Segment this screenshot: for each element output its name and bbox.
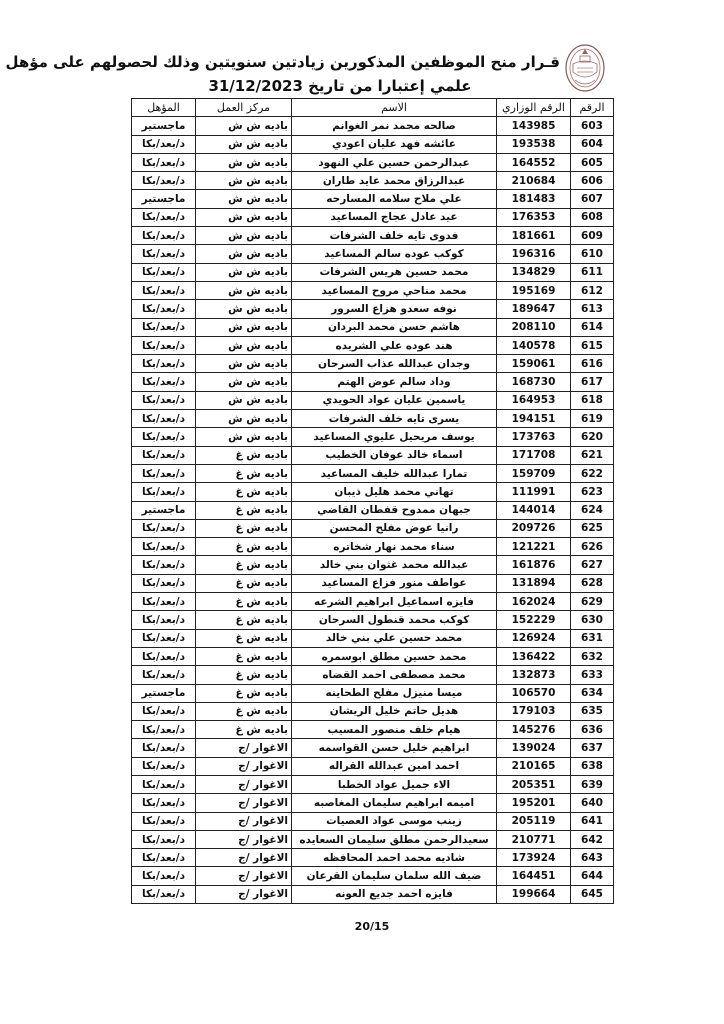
cell-ministry-id: 136422	[497, 647, 571, 665]
cell-workplace: باديه ش غ	[196, 647, 292, 665]
cell-ministry-id: 176353	[497, 208, 571, 226]
cell-name: عواطف منور فزاع المساعيد	[292, 574, 497, 592]
cell-workplace: الاغوار /ج	[196, 885, 292, 903]
cell-name: ياسمين عليان عواد الحويدي	[292, 391, 497, 409]
cell-qualification: د/بعد/بكا	[132, 153, 196, 171]
table-row	[132, 684, 614, 702]
cell-name: جبهان ممدوح قفطان القاضي	[292, 501, 497, 519]
cell-name: هيام خلف منصور المسيب	[292, 721, 497, 739]
cell-ministry-id: 132873	[497, 666, 571, 684]
table-row	[132, 410, 614, 428]
table-row	[132, 812, 614, 830]
cell-number: 645	[571, 885, 614, 903]
cell-ministry-id: 210684	[497, 172, 571, 190]
header-name: الاسم	[292, 99, 497, 117]
cell-qualification: د/بعد/بكا	[132, 245, 196, 263]
cell-number: 618	[571, 391, 614, 409]
cell-qualification: د/بعد/بكا	[132, 702, 196, 720]
cell-workplace: باديه ش غ	[196, 684, 292, 702]
cell-workplace: باديه ش ش	[196, 227, 292, 245]
header-ministry-id: الرقم الوزاري	[497, 99, 571, 117]
table-row	[132, 318, 614, 336]
cell-workplace: باديه ش ش	[196, 318, 292, 336]
cell-qualification: د/بعد/بكا	[132, 263, 196, 281]
header-number: الرقم	[571, 99, 614, 117]
cell-ministry-id: 195169	[497, 281, 571, 299]
cell-workplace: باديه ش غ	[196, 446, 292, 464]
cell-qualification: د/بعد/بكا	[132, 739, 196, 757]
cell-qualification: د/بعد/بكا	[132, 391, 196, 409]
table-row	[132, 501, 614, 519]
cell-qualification: د/بعد/بكا	[132, 300, 196, 318]
cell-number: 627	[571, 556, 614, 574]
cell-number: 622	[571, 464, 614, 482]
cell-number: 640	[571, 794, 614, 812]
cell-qualification: د/بعد/بكا	[132, 867, 196, 885]
cell-ministry-id: 159709	[497, 464, 571, 482]
cell-number: 644	[571, 867, 614, 885]
table-row	[132, 556, 614, 574]
cell-workplace: باديه ش ش	[196, 300, 292, 318]
table-row	[132, 830, 614, 848]
cell-ministry-id: 181661	[497, 227, 571, 245]
cell-name: ميسا منيزل مفلح الطحاينه	[292, 684, 497, 702]
cell-workplace: باديه ش غ	[196, 593, 292, 611]
cell-name: هديل حاتم خليل الريشان	[292, 702, 497, 720]
table-row	[132, 428, 614, 446]
cell-name: رانيا عوض مفلح المحسن	[292, 519, 497, 537]
table-row	[132, 519, 614, 537]
table-row	[132, 538, 614, 556]
cell-qualification: د/بعد/بكا	[132, 775, 196, 793]
cell-number: 605	[571, 153, 614, 171]
table-row	[132, 721, 614, 739]
cell-ministry-id: 210771	[497, 830, 571, 848]
cell-workplace: باديه ش غ	[196, 721, 292, 739]
cell-number: 621	[571, 446, 614, 464]
cell-name: احمد امين عبدالله القراله	[292, 757, 497, 775]
cell-qualification: د/بعد/بكا	[132, 227, 196, 245]
cell-name: كوكب محمد قنطول السرحان	[292, 611, 497, 629]
cell-number: 623	[571, 483, 614, 501]
cell-workplace: باديه ش غ	[196, 611, 292, 629]
cell-ministry-id: 168730	[497, 373, 571, 391]
table-body	[132, 117, 614, 904]
cell-workplace: باديه ش غ	[196, 519, 292, 537]
cell-ministry-id: 126924	[497, 629, 571, 647]
cell-name: كوكب عوده سالم المساعيد	[292, 245, 497, 263]
cell-ministry-id: 159061	[497, 355, 571, 373]
table-row	[132, 629, 614, 647]
cell-number: 635	[571, 702, 614, 720]
cell-workplace: باديه ش ش	[196, 135, 292, 153]
cell-number: 619	[571, 410, 614, 428]
table-row	[132, 666, 614, 684]
cell-number: 611	[571, 263, 614, 281]
cell-workplace: باديه ش ش	[196, 336, 292, 354]
table-row	[132, 446, 614, 464]
cell-workplace: الاغوار /ج	[196, 757, 292, 775]
cell-number: 631	[571, 629, 614, 647]
cell-name: فدوى تايه خلف الشرفات	[292, 227, 497, 245]
cell-qualification: د/بعد/بكا	[132, 647, 196, 665]
cell-workplace: باديه ش ش	[196, 190, 292, 208]
table-row	[132, 391, 614, 409]
cell-qualification: د/بعد/بكا	[132, 373, 196, 391]
title-line-1: قـرار منح الموظفين المذكورين زيادتين سنويتين وذلك لحصولهم على مؤهل	[5, 53, 560, 71]
cell-number: 614	[571, 318, 614, 336]
cell-name: اميمه ابراهيم سليمان المغاصبه	[292, 794, 497, 812]
table-row	[132, 281, 614, 299]
cell-ministry-id: 134829	[497, 263, 571, 281]
cell-qualification: د/بعد/بكا	[132, 629, 196, 647]
cell-name: نوفه سعدو هزاع السرور	[292, 300, 497, 318]
cell-ministry-id: 209726	[497, 519, 571, 537]
table-row	[132, 647, 614, 665]
cell-workplace: باديه ش غ	[196, 483, 292, 501]
cell-number: 630	[571, 611, 614, 629]
cell-name: عائشه فهد عليان اعودي	[292, 135, 497, 153]
cell-name: تهاني محمد هليل ذيبان	[292, 483, 497, 501]
cell-name: هند عوده علي الشريده	[292, 336, 497, 354]
cell-name: ضيف الله سلمان سليمان القرعان	[292, 867, 497, 885]
cell-number: 624	[571, 501, 614, 519]
coat-of-arms-icon	[563, 42, 607, 94]
table-row	[132, 227, 614, 245]
cell-ministry-id: 144014	[497, 501, 571, 519]
cell-workplace: باديه ش ش	[196, 281, 292, 299]
cell-name: عبدالله محمد غثوان بني خالد	[292, 556, 497, 574]
cell-workplace: باديه ش غ	[196, 702, 292, 720]
cell-number: 633	[571, 666, 614, 684]
cell-workplace: باديه ش ش	[196, 263, 292, 281]
cell-ministry-id: 143985	[497, 117, 571, 135]
cell-number: 626	[571, 538, 614, 556]
cell-ministry-id: 161876	[497, 556, 571, 574]
cell-number: 610	[571, 245, 614, 263]
table-row	[132, 190, 614, 208]
cell-ministry-id: 111991	[497, 483, 571, 501]
table-row	[132, 135, 614, 153]
cell-number: 607	[571, 190, 614, 208]
cell-ministry-id: 208110	[497, 318, 571, 336]
cell-qualification: د/بعد/بكا	[132, 410, 196, 428]
cell-number: 634	[571, 684, 614, 702]
cell-name: هاشم حسن محمد البردان	[292, 318, 497, 336]
table-row	[132, 263, 614, 281]
cell-ministry-id: 162024	[497, 593, 571, 611]
cell-workplace: باديه ش غ	[196, 666, 292, 684]
cell-number: 606	[571, 172, 614, 190]
cell-workplace: الاغوار /ج	[196, 849, 292, 867]
cell-qualification: د/بعد/بكا	[132, 208, 196, 226]
cell-name: سعيدالرحمن مطلق سليمان السعايده	[292, 830, 497, 848]
cell-qualification: ماجستير	[132, 501, 196, 519]
table-row	[132, 794, 614, 812]
title-line-2: علمي إعتبارا من تاريخ 31/12/2023	[208, 77, 472, 95]
cell-name: محمد حسين مطلق ابوسمره	[292, 647, 497, 665]
table-row	[132, 867, 614, 885]
cell-workplace: الاغوار /ج	[196, 867, 292, 885]
cell-name: ابراهيم خليل حسن القواسمه	[292, 739, 497, 757]
cell-name: محمد مناحي مروح المساعيد	[292, 281, 497, 299]
cell-qualification: د/بعد/بكا	[132, 538, 196, 556]
cell-ministry-id: 195201	[497, 794, 571, 812]
cell-qualification: د/بعد/بكا	[132, 318, 196, 336]
cell-ministry-id: 173924	[497, 849, 571, 867]
table-row	[132, 574, 614, 592]
table-row	[132, 849, 614, 867]
cell-ministry-id: 140578	[497, 336, 571, 354]
table-row	[132, 245, 614, 263]
cell-number: 643	[571, 849, 614, 867]
cell-qualification: د/بعد/بكا	[132, 812, 196, 830]
cell-number: 604	[571, 135, 614, 153]
cell-number: 641	[571, 812, 614, 830]
page-number: 20/15	[354, 920, 390, 933]
cell-workplace: باديه ش ش	[196, 391, 292, 409]
cell-qualification: ماجستير	[132, 684, 196, 702]
cell-qualification: د/بعد/بكا	[132, 593, 196, 611]
cell-name: وجدان عبدالله عذاب السرحان	[292, 355, 497, 373]
cell-ministry-id: 164552	[497, 153, 571, 171]
cell-ministry-id: 205351	[497, 775, 571, 793]
cell-number: 603	[571, 117, 614, 135]
cell-ministry-id: 199664	[497, 885, 571, 903]
cell-workplace: الاغوار /ج	[196, 794, 292, 812]
cell-name: وداد سالم عوض الهتم	[292, 373, 497, 391]
cell-workplace: باديه ش ش	[196, 153, 292, 171]
cell-number: 637	[571, 739, 614, 757]
cell-number: 617	[571, 373, 614, 391]
cell-qualification: د/بعد/بكا	[132, 830, 196, 848]
header-workplace: مركز العمل	[196, 99, 292, 117]
cell-name: علي ملاح سلامه المسارحه	[292, 190, 497, 208]
cell-workplace: باديه ش غ	[196, 464, 292, 482]
cell-qualification: د/بعد/بكا	[132, 611, 196, 629]
cell-workplace: باديه ش ش	[196, 117, 292, 135]
cell-workplace: باديه ش غ	[196, 538, 292, 556]
cell-ministry-id: 179103	[497, 702, 571, 720]
cell-workplace: باديه ش ش	[196, 355, 292, 373]
cell-name: يسرى تايه خلف الشرفات	[292, 410, 497, 428]
cell-qualification: ماجستير	[132, 117, 196, 135]
cell-ministry-id: 196316	[497, 245, 571, 263]
table-row	[132, 153, 614, 171]
cell-workplace: باديه ش غ	[196, 629, 292, 647]
table-row	[132, 757, 614, 775]
cell-workplace: باديه ش ش	[196, 245, 292, 263]
cell-workplace: باديه ش غ	[196, 556, 292, 574]
table-row	[132, 611, 614, 629]
cell-qualification: د/بعد/بكا	[132, 172, 196, 190]
cell-ministry-id: 106570	[497, 684, 571, 702]
employee-table	[131, 98, 614, 904]
cell-name: فايزه اسماعيل ابراهيم الشرعه	[292, 593, 497, 611]
cell-number: 629	[571, 593, 614, 611]
cell-name: صالحه محمد نمر الغوانم	[292, 117, 497, 135]
cell-ministry-id: 131894	[497, 574, 571, 592]
cell-number: 625	[571, 519, 614, 537]
cell-ministry-id: 152229	[497, 611, 571, 629]
cell-number: 638	[571, 757, 614, 775]
table-row	[132, 593, 614, 611]
table-row	[132, 885, 614, 903]
cell-name: زينب موسى عواد العصيات	[292, 812, 497, 830]
cell-number: 609	[571, 227, 614, 245]
cell-ministry-id: 139024	[497, 739, 571, 757]
table-row	[132, 208, 614, 226]
cell-number: 642	[571, 830, 614, 848]
table-row	[132, 483, 614, 501]
cell-workplace: الاغوار /ج	[196, 775, 292, 793]
cell-number: 636	[571, 721, 614, 739]
cell-name: سناء محمد نهار شخاتره	[292, 538, 497, 556]
table-row	[132, 117, 614, 135]
cell-ministry-id: 205119	[497, 812, 571, 830]
table-row	[132, 702, 614, 720]
cell-number: 639	[571, 775, 614, 793]
cell-qualification: د/بعد/بكا	[132, 885, 196, 903]
cell-ministry-id: 121221	[497, 538, 571, 556]
cell-qualification: د/بعد/بكا	[132, 483, 196, 501]
cell-workplace: باديه ش ش	[196, 428, 292, 446]
cell-workplace: باديه ش ش	[196, 373, 292, 391]
cell-qualification: د/بعد/بكا	[132, 519, 196, 537]
cell-name: عبدالرزاق محمد عايد طاران	[292, 172, 497, 190]
document-title	[5, 50, 560, 98]
cell-ministry-id: 210165	[497, 757, 571, 775]
cell-name: محمد حسين هريس الشرفات	[292, 263, 497, 281]
cell-qualification: د/بعد/بكا	[132, 574, 196, 592]
cell-ministry-id: 171708	[497, 446, 571, 464]
cell-ministry-id: 173763	[497, 428, 571, 446]
cell-name: شاديه محمد احمد المحافظه	[292, 849, 497, 867]
cell-number: 616	[571, 355, 614, 373]
cell-qualification: د/بعد/بكا	[132, 336, 196, 354]
cell-name: الاء جميل عواد الخطبا	[292, 775, 497, 793]
cell-qualification: د/بعد/بكا	[132, 446, 196, 464]
cell-name: فايزه احمد جديع العونه	[292, 885, 497, 903]
cell-name: تمارا عبدالله خليف المساعيد	[292, 464, 497, 482]
cell-number: 632	[571, 647, 614, 665]
cell-qualification: ماجستير	[132, 190, 196, 208]
table-row	[132, 300, 614, 318]
cell-workplace: باديه ش ش	[196, 410, 292, 428]
cell-qualification: د/بعد/بكا	[132, 428, 196, 446]
cell-name: عيد عادل عجاج المساعيد	[292, 208, 497, 226]
cell-workplace: باديه ش ش	[196, 172, 292, 190]
cell-number: 613	[571, 300, 614, 318]
cell-number: 615	[571, 336, 614, 354]
cell-workplace: الاغوار /ج	[196, 812, 292, 830]
cell-qualification: د/بعد/بكا	[132, 135, 196, 153]
cell-ministry-id: 181483	[497, 190, 571, 208]
cell-qualification: د/بعد/بكا	[132, 556, 196, 574]
cell-ministry-id: 193538	[497, 135, 571, 153]
table-row	[132, 355, 614, 373]
cell-workplace: الاغوار /ج	[196, 830, 292, 848]
cell-workplace: الاغوار /ج	[196, 739, 292, 757]
cell-name: عبدالرحمن حسين علي النهود	[292, 153, 497, 171]
cell-qualification: د/بعد/بكا	[132, 721, 196, 739]
cell-number: 608	[571, 208, 614, 226]
cell-ministry-id: 189647	[497, 300, 571, 318]
cell-ministry-id: 145276	[497, 721, 571, 739]
cell-ministry-id: 164451	[497, 867, 571, 885]
cell-qualification: د/بعد/بكا	[132, 794, 196, 812]
cell-ministry-id: 164953	[497, 391, 571, 409]
cell-qualification: د/بعد/بكا	[132, 666, 196, 684]
cell-number: 620	[571, 428, 614, 446]
table-row	[132, 373, 614, 391]
table-header-row	[132, 99, 614, 117]
cell-qualification: د/بعد/بكا	[132, 757, 196, 775]
cell-number: 628	[571, 574, 614, 592]
cell-workplace: باديه ش غ	[196, 574, 292, 592]
header-qualification: المؤهل	[132, 99, 196, 117]
cell-qualification: د/بعد/بكا	[132, 281, 196, 299]
cell-qualification: د/بعد/بكا	[132, 464, 196, 482]
cell-ministry-id: 194151	[497, 410, 571, 428]
table-row	[132, 775, 614, 793]
table-row	[132, 739, 614, 757]
cell-name: يوسف مريحيل عليوي المساعيد	[292, 428, 497, 446]
table-row	[132, 464, 614, 482]
cell-name: اسماء خالد عوفان الخطيب	[292, 446, 497, 464]
cell-qualification: د/بعد/بكا	[132, 849, 196, 867]
cell-name: محمد حسين علي بني خالد	[292, 629, 497, 647]
cell-qualification: د/بعد/بكا	[132, 355, 196, 373]
table-row	[132, 336, 614, 354]
table-row	[132, 172, 614, 190]
cell-name: محمد مصطفى احمد القضاه	[292, 666, 497, 684]
cell-workplace: باديه ش ش	[196, 208, 292, 226]
cell-number: 612	[571, 281, 614, 299]
cell-workplace: باديه ش غ	[196, 501, 292, 519]
